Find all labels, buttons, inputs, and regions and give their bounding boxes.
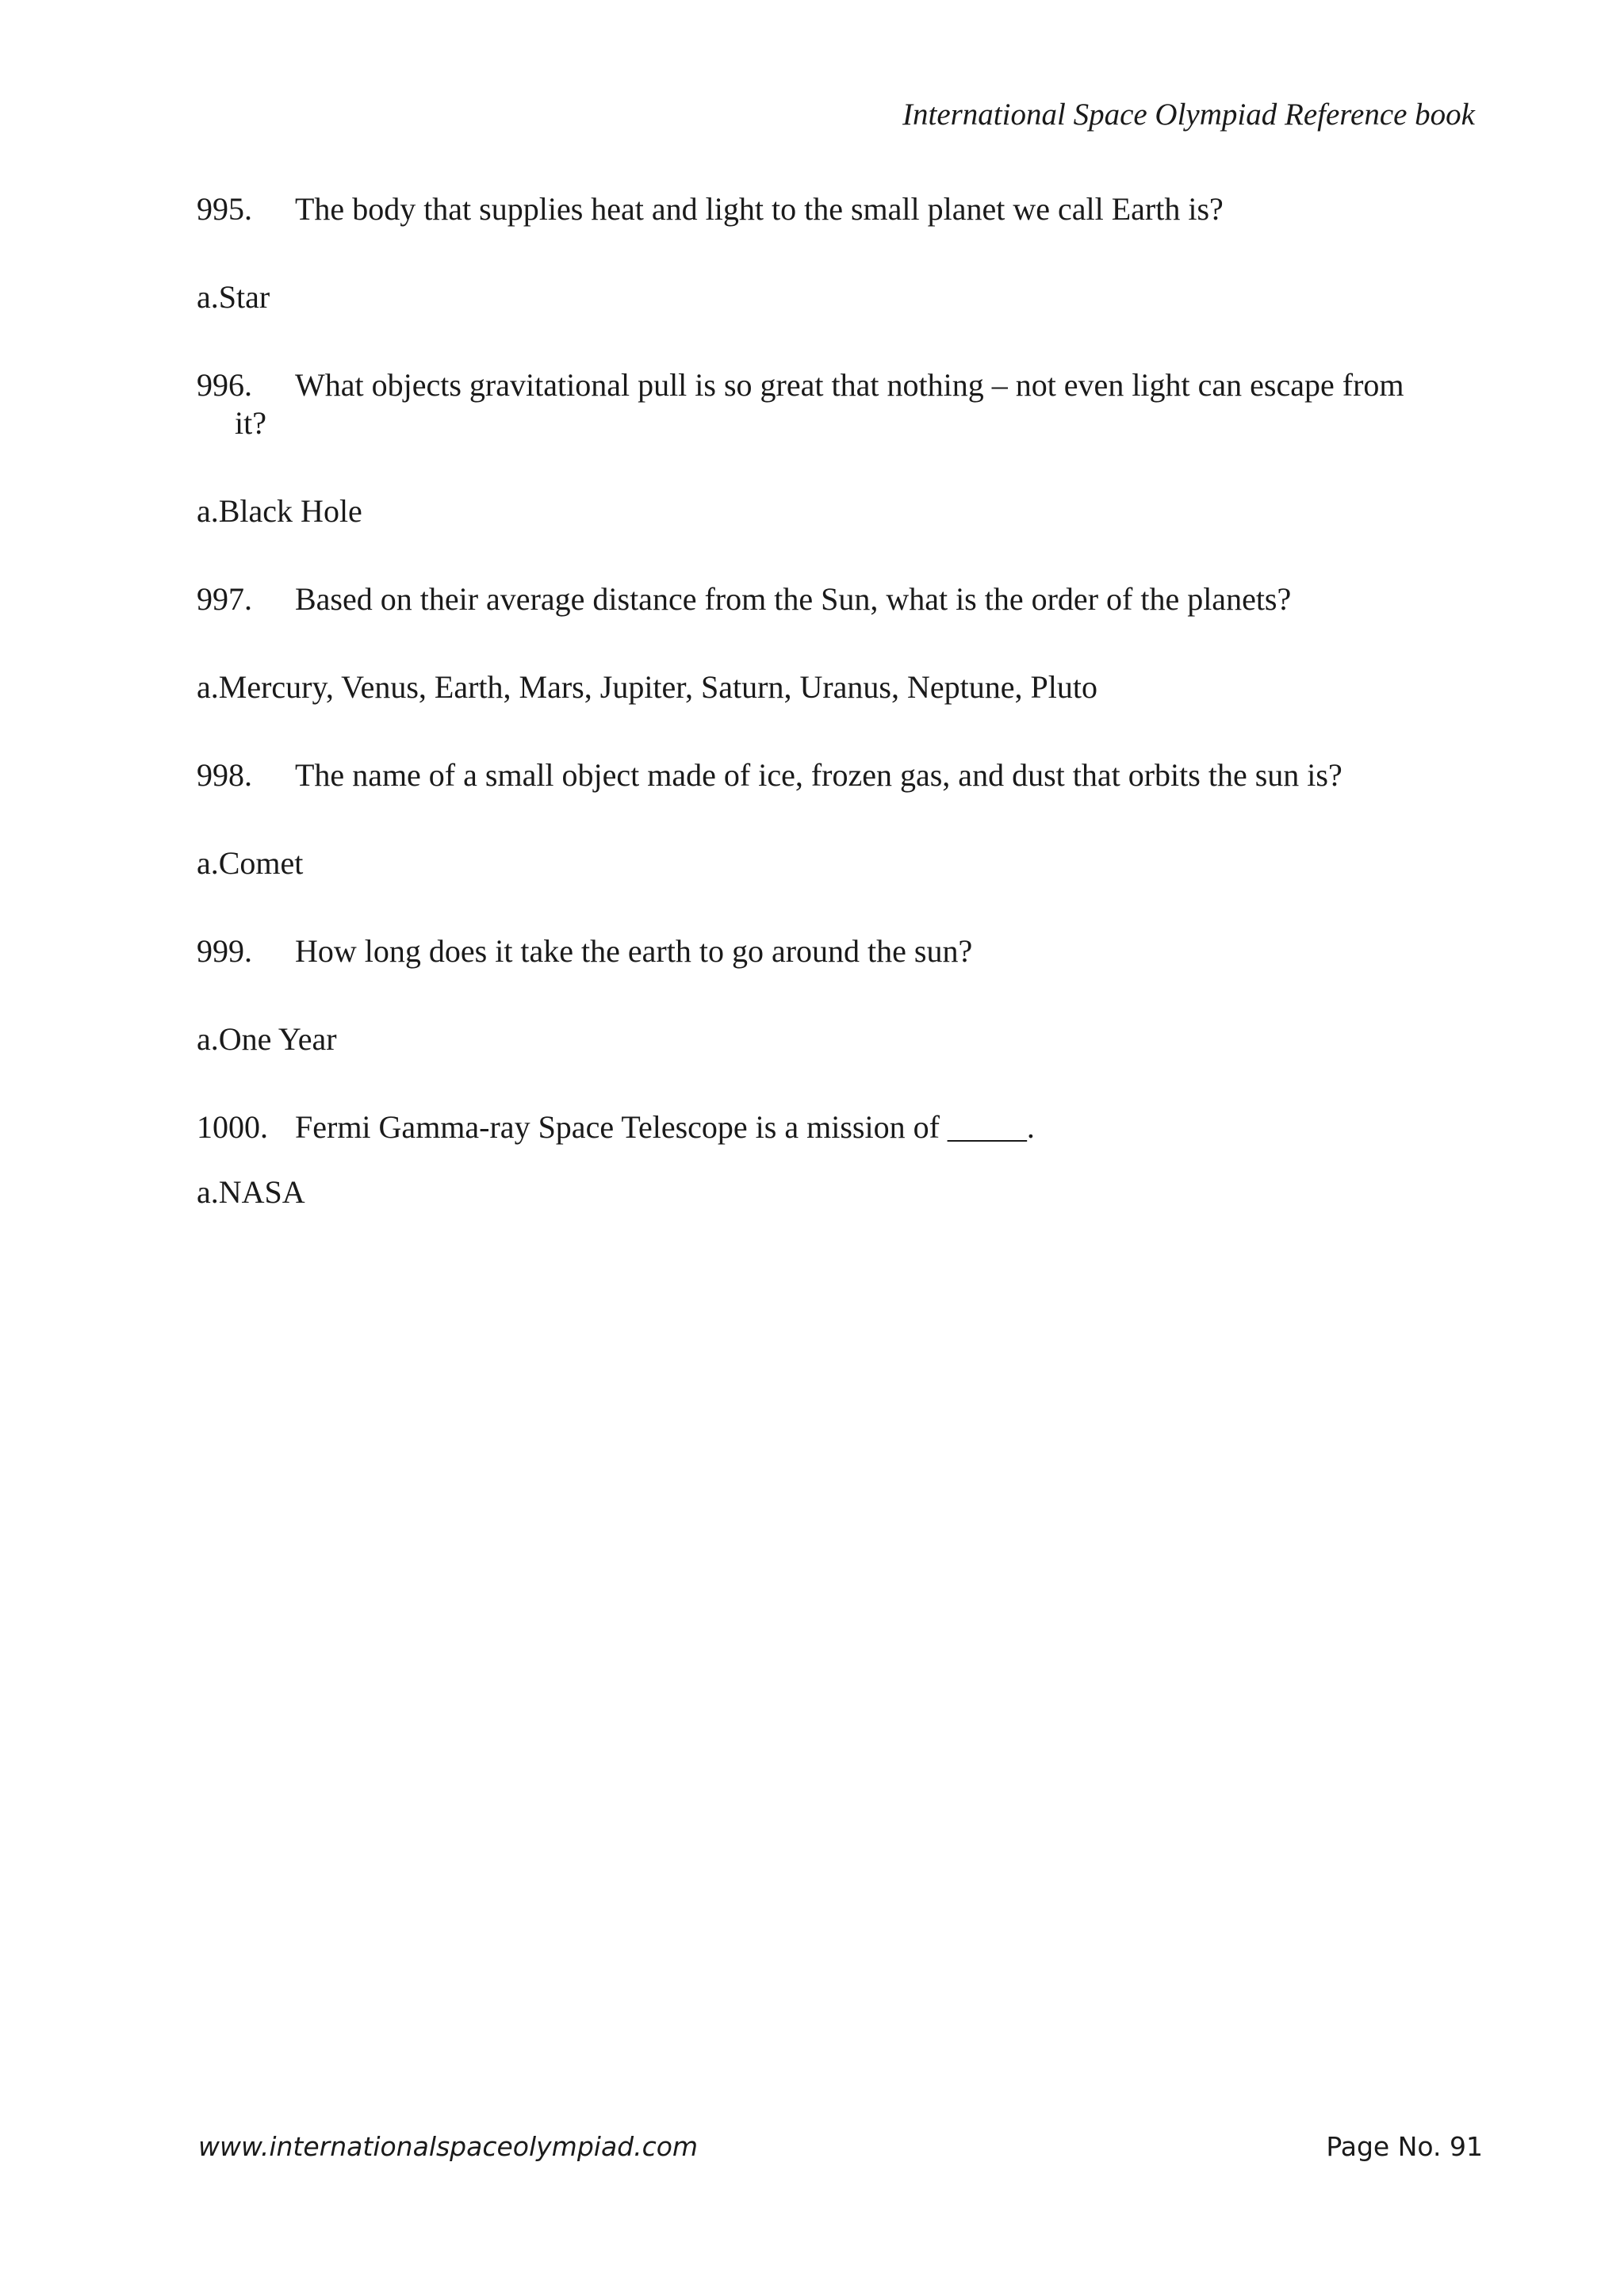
question-list (197, 190, 1465, 1211)
question-text: Fermi Gamma-ray Space Telescope is a mission of _____. (295, 1109, 1035, 1145)
question-998 (197, 756, 1465, 794)
answer-998: a.Comet (197, 845, 304, 881)
question-number: 1000. (197, 1109, 268, 1145)
question-text: How long does it take the earth to go around the sun? (295, 933, 973, 969)
answer-997: a.Mercury, Venus, Earth, Mars, Jupiter, Saturn, Uranus, Neptune, Pluto (197, 669, 1097, 705)
question-text-line1: What objects gravitational pull is so great that nothing – not even light can escape from (295, 367, 1404, 403)
answer-996: a.Black Hole (197, 493, 362, 529)
question-text: Based on their average distance from the Sun, what is the order of the planets? (295, 581, 1292, 617)
answer-1000: a.NASA (197, 1174, 305, 1210)
question-999 (197, 932, 1465, 970)
question-number: 999. (197, 933, 252, 969)
footer-page-number: Page No. 91 (1326, 2131, 1483, 2162)
question-text: The body that supplies heat and light to the small planet we call Earth is? (295, 191, 1224, 227)
question-1000 (197, 1108, 1465, 1146)
question-text: The name of a small object made of ice, frozen gas, and dust that orbits the sun is? (295, 757, 1342, 793)
question-number: 996. (197, 367, 252, 403)
question-996 (197, 366, 1465, 442)
question-number: 997. (197, 581, 252, 617)
question-number: 998. (197, 757, 252, 793)
question-997 (197, 580, 1465, 618)
running-header: International Space Olympiad Reference book (902, 98, 1475, 132)
answer-995: a.Star (197, 279, 270, 315)
question-995 (197, 190, 1465, 228)
question-text-line2: it? (235, 405, 266, 441)
footer-website-link[interactable]: www.internationalspaceolympiad.com (198, 2131, 699, 2162)
answer-999: a.One Year (197, 1021, 337, 1057)
question-number: 995. (197, 191, 252, 227)
